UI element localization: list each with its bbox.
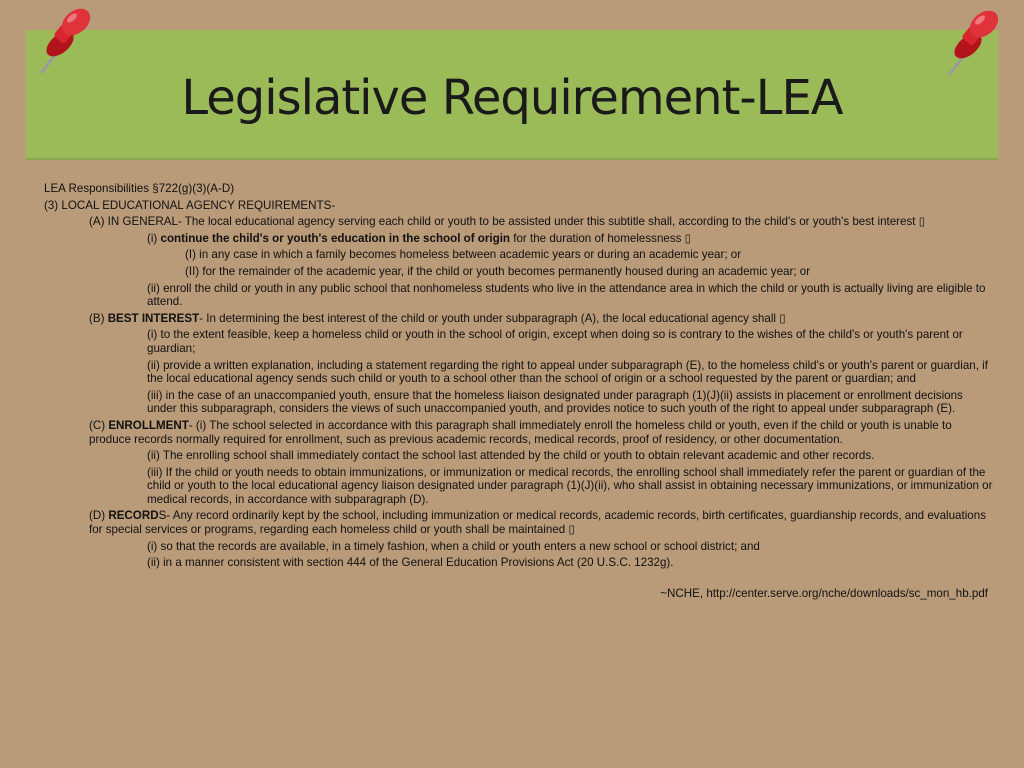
source-citation: ~NCHE, http://center.serve.org/nche/downloads/sc_mon_hb.pdf [660, 586, 988, 600]
text-line: (3) LOCAL EDUCATIONAL AGENCY REQUIREMENTS- [44, 198, 336, 212]
text-line: (II) for the remainder of the academic year, if the child or youth becomes permanently housed during an academic year; or [185, 264, 811, 278]
push-pin-icon [938, 8, 1004, 80]
text-line: (B) BEST INTEREST- In determining the best interest of the child or youth under subparagraph (A), the local educational agency shall ▯ [89, 311, 786, 325]
text-line: (iii) in the case of an unaccompanied youth, ensure that the homeless liaison designated under paragraph (1)(J)(ii) assists in placement or enrollment decisions under this subparagraph, considers the views of such unaccompanied youth, and provides notice to such youth of the right to appeal under subparagraph (E). [147, 388, 963, 416]
text-line: (iii) If the child or youth needs to obtain immunizations, or immunization or medical records, the enrolling school shall immediately refer the parent or guardian of the child or youth to the local educational agency liaison designated under paragraph (1)(J)(ii), who shall assist in obtaining necessary immunizations, or immunization or medical records, in accordance with subparagraph (D). [147, 465, 993, 506]
text-line: (C) ENROLLMENT- (i) The school selected in accordance with this paragraph shall immediately enroll the homeless child or youth, even if the child or youth is unable to produce records normally required for enrollment, such as previous academic records, medical records, proof of residency, or other documentation. [89, 418, 952, 446]
text-line: (ii) enroll the child or youth in any public school that nonhomeless students who live in the attendance area in which the child or youth is actually living are eligible to attend. [147, 281, 986, 309]
text-line: (ii) provide a written explanation, including a statement regarding the right to appeal under subparagraph (E), to the homeless child's or youth's parent or guardian, if the local educational agency sends such child or youth to a school other than the school of origin or a school requested by the parent or guardian; and [147, 358, 988, 386]
text-line: LEA Responsibilities §722(g)(3)(A-D) [44, 182, 235, 195]
page-title: Legislative Requirement-LEA [181, 70, 843, 126]
text-line: (i) to the extent feasible, keep a homeless child or youth in the school of origin, except when doing so is contrary to the wishes of the child's or youth's parent or guardian; [147, 328, 963, 355]
push-pin-icon [30, 6, 96, 78]
text-line: (ii) The enrolling school shall immediately contact the school last attended by the child or youth to obtain relevant academic and other records. [147, 449, 875, 463]
text-line: (i) so that the records are available, in a timely fashion, when a child or youth enters a new school or school district; and [147, 539, 760, 553]
legislation-text [44, 182, 994, 600]
text-line: (A) IN GENERAL- The local educational agency serving each child or youth to be assisted under this subtitle shall, according to the child's or youth's best interest ▯ [89, 215, 926, 229]
text-line: (ii) in a manner consistent with section 444 of the General Education Provisions Act (20 U.S.C. 1232g). [147, 556, 674, 570]
text-line: (I) in any case in which a family becomes homeless between academic years or during an academic year; or [185, 248, 742, 262]
text-line: (D) RECORDS- Any record ordinarily kept by the school, including immunization or medical records, academic records, birth certificates, guardianship records, and evaluations for special services or programs, regarding each homeless child or youth shall be maintained ▯ [89, 509, 986, 537]
text-line: (i) continue the child's or youth's education in the school of origin for the duration of homelessness ▯ [147, 231, 692, 245]
